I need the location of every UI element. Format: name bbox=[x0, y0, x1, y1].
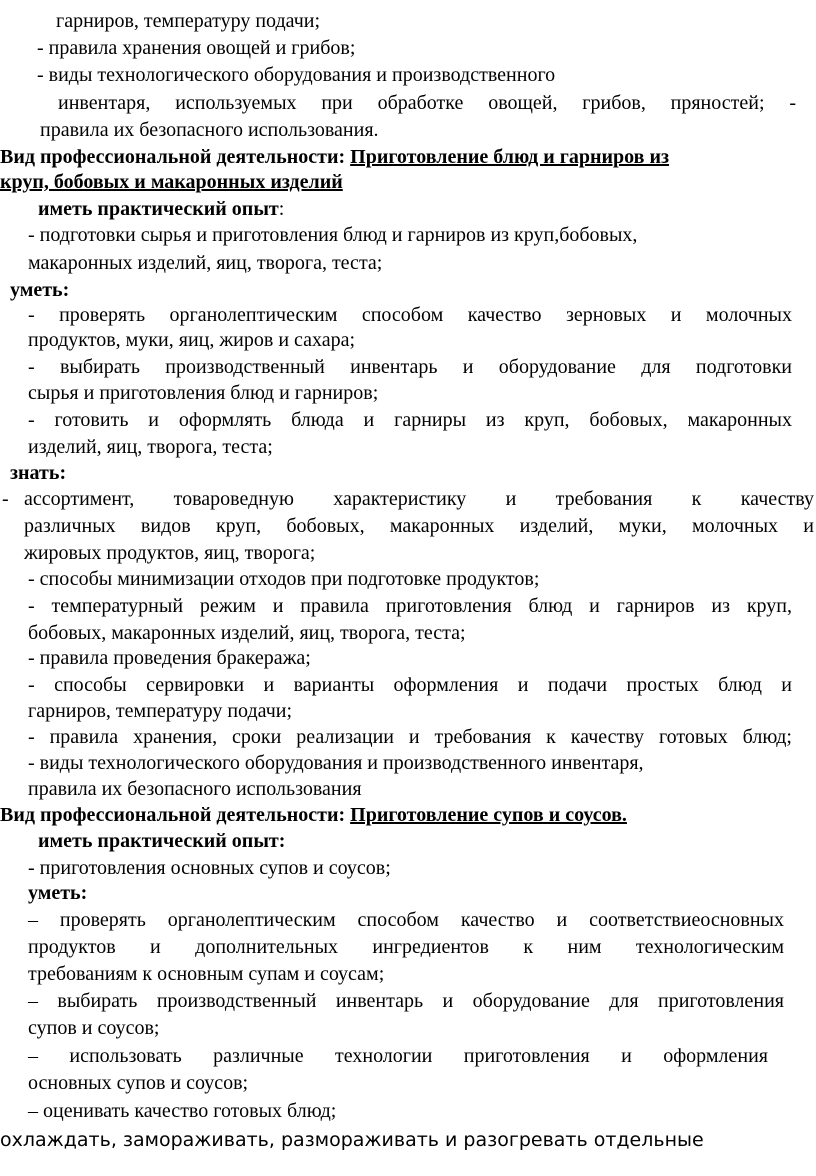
list-bullet: - bbox=[2, 488, 9, 510]
text-line: - готовить и оформлять блюда и гарниры из круп, бобовых, макаронных bbox=[28, 409, 792, 431]
text-line: требованиям к основным супам и соусам; bbox=[28, 963, 385, 985]
section-heading-title: Приготовление супов и соусов. bbox=[350, 804, 627, 826]
subheading-colon: : bbox=[278, 198, 285, 220]
section-heading bbox=[0, 802, 627, 828]
text-line: - виды технологического оборудования и производственного инвентаря, bbox=[28, 752, 644, 774]
text-line: - проверять органолептическим способом качество зерновых и молочных bbox=[28, 304, 792, 326]
text-line: макаронных изделий, яиц, творога, теста; bbox=[28, 252, 383, 274]
text-line: инвентаря, используемых при обработке овощей, грибов, пряностей; - bbox=[58, 92, 796, 114]
subheading: иметь практический опыт: bbox=[38, 830, 286, 852]
text-line: - температурный режим и правила приготовления блюд и гарниров из круп, bbox=[28, 595, 792, 617]
text-line: супов и соусов; bbox=[28, 1017, 160, 1039]
subheading: знать: bbox=[10, 462, 67, 484]
text-line: ассортимент, товароведную характеристику и требования к качеству bbox=[24, 488, 814, 510]
text-line: - выбирать производственный инвентарь и оборудование для подготовки bbox=[28, 356, 792, 378]
section-heading-prefix: Вид профессиональной деятельности: bbox=[0, 146, 346, 168]
text-line: - правила проведения бракеража; bbox=[28, 647, 311, 669]
text-line: изделий, яиц, творога, теста; bbox=[28, 436, 273, 458]
section-heading-title: Приготовление блюд и гарниров из bbox=[350, 146, 670, 168]
text-line: – оценивать качество готовых блюд; bbox=[28, 1100, 337, 1122]
text-line: бобовых, макаронных изделий, яиц, творога, теста; bbox=[28, 622, 466, 644]
text-line: жировых продуктов, яиц, творога; bbox=[24, 542, 316, 564]
section-heading-title: круп, бобовых и макаронных изделий bbox=[0, 171, 343, 193]
text-line: – выбирать производственный инвентарь и оборудование для приготовления bbox=[28, 990, 784, 1012]
text-line: продуктов и дополнительных ингредиентов к ним технологическим bbox=[28, 936, 784, 958]
section-heading bbox=[0, 144, 669, 170]
text-line: правила их безопасного использования bbox=[28, 778, 362, 800]
section-heading-prefix: Вид профессиональной деятельности: bbox=[0, 804, 346, 826]
text-line: сырья и приготовления блюд и гарниров; bbox=[28, 382, 379, 404]
subheading-label: иметь практический опыт bbox=[38, 198, 279, 220]
text-line: различных видов круп, бобовых, макаронных изделий, муки, молочных и bbox=[24, 515, 814, 537]
text-line: - правила хранения овощей и грибов; bbox=[37, 37, 356, 59]
text-line: - правила хранения, сроки реализации и требования к качеству готовых блюд; bbox=[28, 726, 792, 748]
text-line: гарниров, температуру подачи; bbox=[56, 10, 321, 32]
subheading: уметь: bbox=[28, 882, 88, 904]
text-line: – использовать различные технологии приготовления и оформления bbox=[28, 1045, 768, 1067]
text-line: продуктов, муки, яиц, жиров и сахара; bbox=[28, 329, 356, 351]
subheading: уметь: bbox=[10, 279, 70, 301]
subheading bbox=[38, 196, 284, 222]
text-line: правила их безопасного использования. bbox=[40, 119, 379, 141]
text-line: - способы сервировки и варианты оформления и подачи простых блюд и bbox=[28, 674, 792, 696]
text-line: - приготовления основных супов и соусов; bbox=[28, 857, 391, 879]
text-line: - способы минимизации отходов при подготовке продуктов; bbox=[28, 568, 540, 590]
text-line: гарниров, температуру подачи; bbox=[28, 700, 293, 722]
text-line: - подготовки сырья и приготовления блюд и гарниров из круп,бобовых, bbox=[28, 224, 638, 246]
text-line: основных супов и соусов; bbox=[28, 1072, 249, 1094]
text-line: – проверять органолептическим способом качество и соответствиеосновных bbox=[28, 909, 784, 931]
text-line: охлаждать, замораживать, размораживать и разогревать отдельные bbox=[0, 1129, 704, 1151]
text-line: - виды технологического оборудования и производственного bbox=[37, 64, 556, 86]
